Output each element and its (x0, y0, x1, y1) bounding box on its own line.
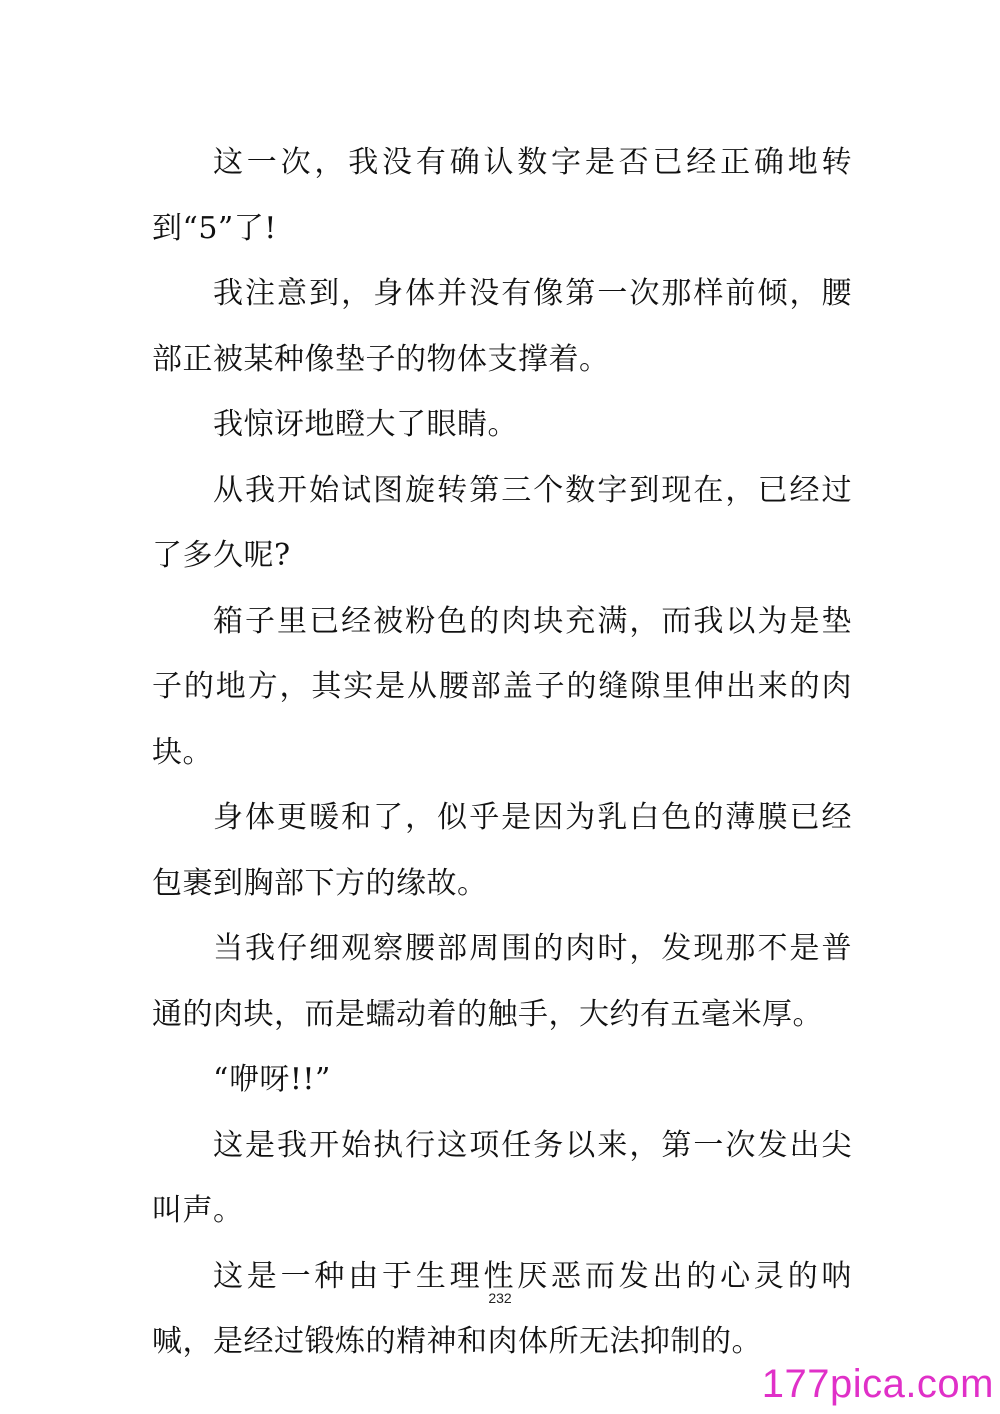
page-number: 232 (488, 1290, 512, 1306)
body-text (152, 130, 852, 1375)
paragraph: 当我仔细观察腰部周围的肉时，发现那不是普通的肉块，而是蠕动着的触手，大约有五毫米厚。 (152, 931, 852, 1032)
paragraph: 箱子里已经被粉色的肉块充满，而我以为是垫子的地方，其实是从腰部盖子的缝隙里伸出来的肉块。 (152, 603, 852, 770)
paragraph: 我惊讶地瞪大了眼睛。 (213, 407, 518, 442)
watermark: 177pica.com (761, 1362, 994, 1406)
paragraph: 这是一种由于生理性厌恶而发出的心灵的呐喊，是经过锻炼的精神和肉体所无法抑制的。 (152, 1258, 852, 1359)
paragraph: 这一次，我没有确认数字是否已经正确地转到“5”了! (152, 145, 852, 246)
paragraph: “咿呀!!” (213, 1062, 331, 1097)
paragraph: 从我开始试图旋转第三个数字到现在，已经过了多久呢? (152, 472, 852, 573)
paragraph: 我注意到，身体并没有像第一次那样前倾，腰部正被某种像垫子的物体支撑着。 (152, 276, 852, 377)
paragraph: 身体更暖和了，似乎是因为乳白色的薄膜已经包裹到胸部下方的缘故。 (152, 800, 852, 901)
paragraph: 这是我开始执行这项任务以来，第一次发出尖叫声。 (152, 1127, 852, 1228)
